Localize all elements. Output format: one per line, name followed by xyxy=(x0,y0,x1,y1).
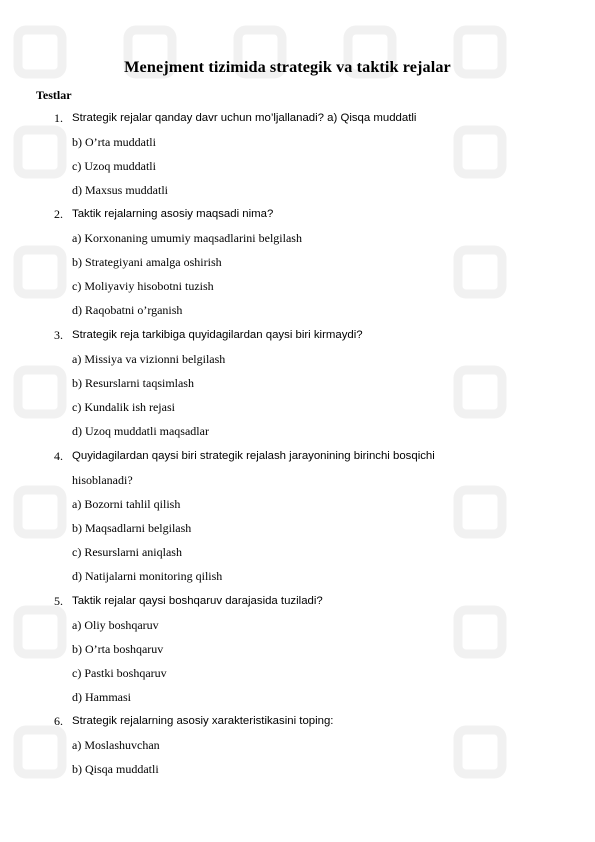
answer-option: a) Missiya va vizionni belgilash xyxy=(72,352,226,366)
answer-option: b) Resurslarni taqsimlash xyxy=(72,376,194,390)
section-label: Testlar xyxy=(36,88,72,102)
answer-option: b) Qisqa muddatli xyxy=(72,762,159,776)
question-text: Strategik rejalarning asosiy xarakteristikasini toping: xyxy=(72,715,334,727)
question-text: Strategik reja tarkibiga quyidagilardan qaysi biri kirmaydi? xyxy=(72,329,363,341)
answer-option: c) Kundalik ish rejasi xyxy=(72,400,175,414)
answer-option: d) Uzoq muddatli maqsadlar xyxy=(72,424,209,438)
answer-option: a) Korxonaning umumiy maqsadlarini belgilash xyxy=(72,231,302,245)
answer-option: d) Raqobatni o’rganish xyxy=(72,303,183,317)
question-text: Taktik rejalar qaysi boshqaruv darajasida tuziladi? xyxy=(72,595,323,607)
answer-option: a) Oliy boshqaruv xyxy=(72,618,159,632)
question-text: Quyidagilardan qaysi biri strategik rejalash jarayonining birinchi bosqichi xyxy=(72,450,435,462)
answer-option: b) O’rta muddatli xyxy=(72,135,156,149)
answer-option: d) Maxsus muddatli xyxy=(72,183,168,197)
question-number: 5. xyxy=(54,594,63,608)
answer-option: a) Bozorni tahlil qilish xyxy=(72,497,181,511)
answer-option: b) Strategiyani amalga oshirish xyxy=(72,255,222,269)
question-number: 1. xyxy=(54,111,63,125)
answer-option: b) Maqsadlarni belgilash xyxy=(72,521,192,535)
question-number: 3. xyxy=(54,328,63,342)
answer-option: c) Moliyaviy hisobotni tuzish xyxy=(72,279,214,293)
question-number: 2. xyxy=(54,207,63,221)
question-text-continued: hisoblanadi? xyxy=(72,473,133,487)
question-text: Taktik rejalarning asosiy maqsadi nima? xyxy=(72,208,274,220)
answer-option: c) Uzoq muddatli xyxy=(72,159,156,173)
answer-option: c) Resurslarni aniqlash xyxy=(72,545,182,559)
answer-option: a) Moslashuvchan xyxy=(72,738,160,752)
page-title: Menejment tizimida strategik va taktik rejalar xyxy=(124,58,451,76)
question-text: Strategik rejalar qanday davr uchun mo’ljallanadi? a) Qisqa muddatli xyxy=(72,112,417,124)
answer-option: d) Natijalarni monitoring qilish xyxy=(72,569,223,583)
answer-option: b) O’rta boshqaruv xyxy=(72,642,164,656)
question-number: 4. xyxy=(54,449,63,463)
question-number: 6. xyxy=(54,714,63,728)
answer-option: d) Hammasi xyxy=(72,690,131,704)
answer-option: c) Pastki boshqaruv xyxy=(72,666,167,680)
